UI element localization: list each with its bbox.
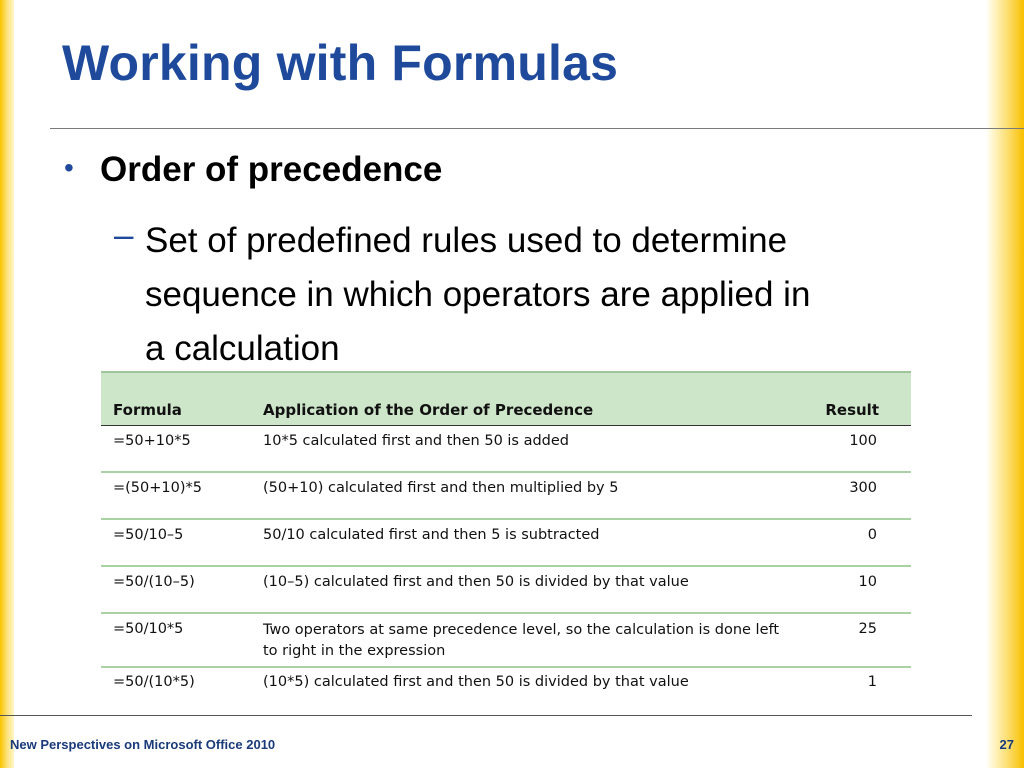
cell-application: Two operators at same precedence level, so the calculation is done left to right in the expression — [263, 622, 780, 659]
cell-result: 0 — [867, 527, 877, 543]
table-header — [101, 371, 911, 426]
bullet-icon: • — [64, 152, 74, 183]
cell-result: 25 — [858, 621, 877, 637]
dash-icon: – — [114, 216, 134, 255]
cell-application: (50+10) calculated first and then multiplied by 5 — [263, 480, 619, 496]
cell-formula: =(50+10)*5 — [113, 480, 202, 496]
sub-bullet-line: Set of predefined rules used to determine — [145, 221, 788, 260]
cell-application: 10*5 calculated first and then 50 is added — [263, 433, 570, 449]
table-row — [101, 614, 911, 668]
right-decorative-bar — [986, 0, 1024, 768]
precedence-table — [101, 371, 911, 698]
title-divider — [50, 128, 1024, 129]
header-formula: Formula — [113, 401, 182, 419]
cell-formula: =50/10*5 — [113, 621, 184, 637]
cell-result: 300 — [849, 480, 877, 496]
sub-bullet-definition — [145, 214, 975, 376]
cell-application: 50/10 calculated first and then 5 is subtracted — [263, 527, 600, 543]
table-row — [101, 520, 911, 567]
left-decorative-bar — [0, 0, 14, 768]
slide-title: Working with Formulas — [62, 35, 619, 91]
table-row — [101, 567, 911, 614]
footer-divider — [0, 715, 972, 716]
cell-formula: =50+10*5 — [113, 433, 191, 449]
table-row — [101, 473, 911, 520]
cell-formula: =50/10–5 — [113, 527, 184, 543]
bullet-order-of-precedence: Order of precedence — [100, 150, 443, 189]
header-result: Result — [825, 401, 879, 419]
cell-formula: =50/(10–5) — [113, 574, 195, 590]
sub-bullet-line: a calculation — [145, 329, 340, 368]
cell-result: 1 — [867, 674, 877, 690]
cell-result: 10 — [858, 574, 877, 590]
page-number: 27 — [999, 737, 1014, 752]
cell-application: (10–5) calculated first and then 50 is divided by that value — [263, 574, 689, 590]
cell-result: 100 — [849, 433, 877, 449]
sub-bullet-line: sequence in which operators are applied in — [145, 275, 811, 314]
table-row — [101, 668, 911, 698]
header-application: Application of the Order of Precedence — [263, 401, 594, 419]
table-row — [101, 426, 911, 473]
footer-text: New Perspectives on Microsoft Office 2010 — [10, 737, 276, 752]
cell-application: (10*5) calculated first and then 50 is divided by that value — [263, 674, 689, 690]
cell-formula: =50/(10*5) — [113, 674, 195, 690]
